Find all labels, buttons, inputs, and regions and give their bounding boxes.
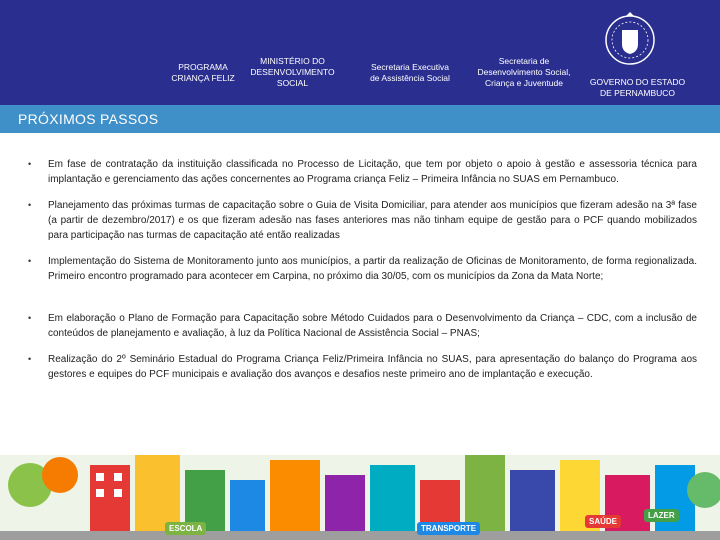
program-line-1: PROGRAMA — [178, 62, 228, 72]
ministry-line-3: SOCIAL — [276, 78, 309, 88]
header-banner — [0, 0, 720, 105]
pernambuco-seal-icon — [604, 10, 656, 68]
government-line-2: DE PERNAMBUCO — [599, 88, 676, 98]
bullet-icon: • — [28, 200, 32, 210]
ministry-line-1: MINISTÉRIO DO — [260, 56, 325, 66]
government-text — [585, 77, 690, 99]
bullet-icon: • — [28, 313, 32, 323]
sign-lazer: LAZER — [644, 509, 679, 522]
secretaria-desenvolvimento-line-2: Desenvolvimento Social, — [477, 67, 571, 77]
list-item-text: Planejamento das próximas turmas de capacitação sobre o Guia de Visita Domiciliar, para atender aos municípios que fizeram adesão na 3ª fase (a partir de dezembro/2017) e os que fizeram adesão nas fases anteriores mas não tinham equipe de gestão para o PCF quando mobilizados para participação nas turmas de capacitação até então realizadas — [48, 200, 697, 241]
ministry-logo-text — [245, 56, 340, 89]
page-title: PRÓXIMOS PASSOS — [18, 111, 159, 127]
ministry-line-2: DESENVOLVIMENTO — [250, 67, 335, 77]
bullet-icon: • — [28, 159, 32, 169]
bullet-icon: • — [28, 354, 32, 364]
list-item-text: Em fase de contratação da instituição classificada no Processo de Licitação, que tem por objeto o apoio à gestão e assessoria técnica para implantação e gerenciamento das ações concernentes ao Programa criança Feliz – Primeira Infância no SUAS em Pernambuco. — [48, 159, 697, 185]
bullet-icon: • — [28, 256, 32, 266]
city-illustration — [0, 455, 720, 540]
list-item-text: Realização do 2º Seminário Estadual do Programa Criança Feliz/Primeira Infância no SUAS, para apresentação do balanço do Programa aos gestores e equipes do PCF municipais e avaliação dos avanços e desafios neste primeiro ano de implantação e execução. — [48, 354, 697, 380]
title-bar — [0, 105, 720, 133]
list-item-text: Em elaboração o Plano de Formação para Capacitação sobre Método Cuidados para o Desenvolvimento da Criança – CDC, com a inclusão de conteúdos de planejamento e avaliação, à luz da Política Nacional de Assistência Social – PNAS; — [48, 313, 697, 339]
secretaria-executiva-text — [355, 62, 465, 84]
sign-saude: SAÚDE — [585, 515, 621, 528]
program-logo-text — [162, 62, 244, 84]
sign-escola: ESCOLA — [165, 522, 206, 535]
government-line-1: GOVERNO DO ESTADO — [589, 77, 686, 87]
secretaria-executiva-line-1: Secretaria Executiva — [371, 62, 449, 72]
secretaria-desenvolvimento-text — [468, 56, 580, 89]
program-line-2: CRIANÇA FELIZ — [171, 73, 235, 83]
secretaria-executiva-line-2: de Assistência Social — [370, 73, 450, 83]
sign-transporte: TRANSPORTE — [417, 522, 480, 535]
secretaria-desenvolvimento-line-3: Criança e Juventude — [485, 78, 563, 88]
list-item-text: Implementação do Sistema de Monitoramento junto aos municípios, a partir da realização de Oficinas de Monitoramento, de forma regionalizada. Primeiro encontro programado para acontecer em Carpina, no próximo dia 30/05, com os municípios da Zona da Mata Norte; — [48, 256, 697, 282]
secretaria-desenvolvimento-line-1: Secretaria de — [498, 56, 550, 66]
